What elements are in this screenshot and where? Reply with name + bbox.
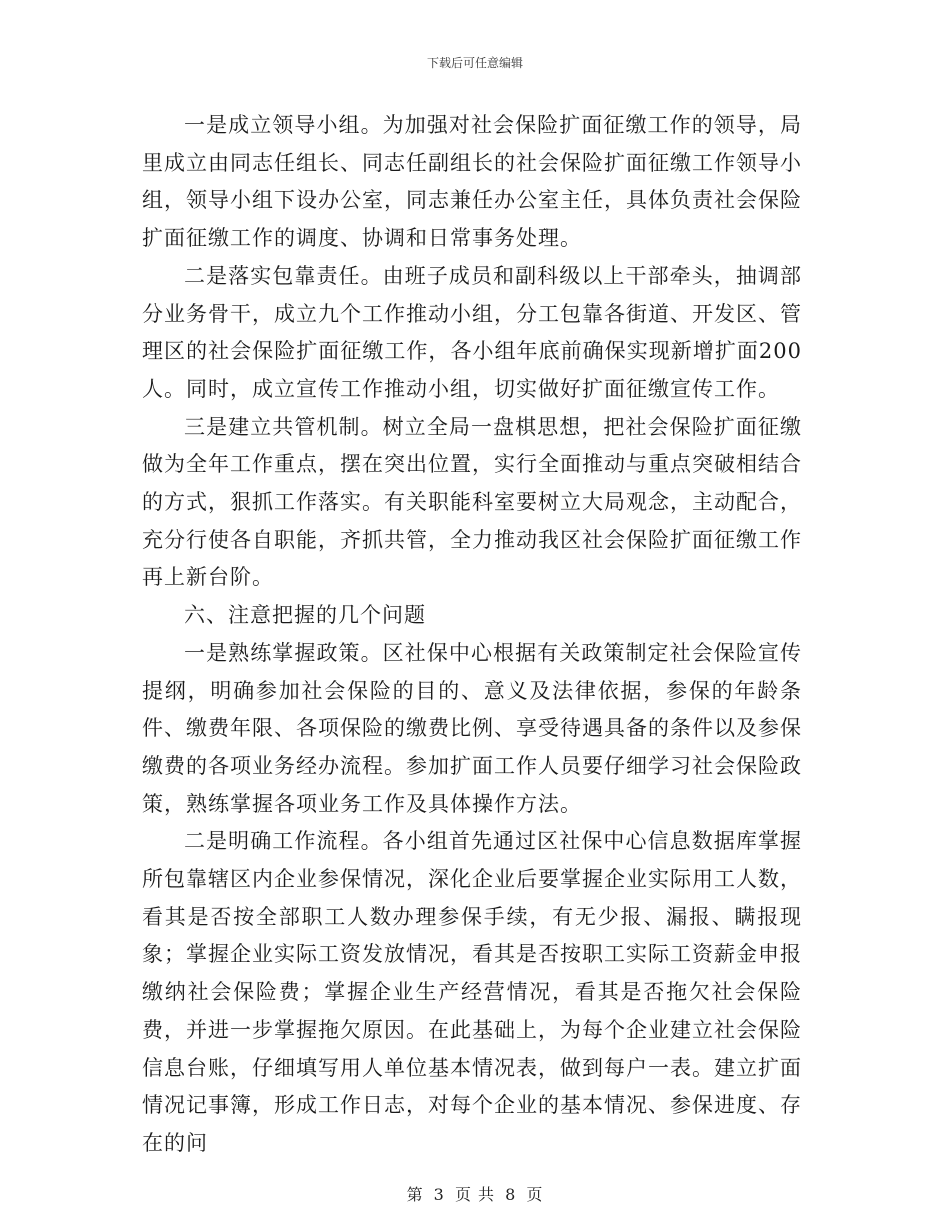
paragraph-master-policy: 一是熟练掌握政策。区社保中心根据有关政策制定社会保险宣传提纲，明确参加社会保险的目的、意义及法律依据，参保的年龄条件、缴费年限、各项保险的缴费比例、享受待遇具备的条件以及参保缴费的各项业务经办流程。参加扩面工作人员要仔细学习社会保险政策，熟练掌握各项业务工作及具体操作方法。 bbox=[142, 640, 802, 816]
section-heading-six: 六、注意把握的几个问题 bbox=[184, 603, 426, 628]
document-body bbox=[142, 107, 802, 1163]
paragraph-leadership-group: 一是成立领导小组。为加强对社会保险扩面征缴工作的领导，局里成立由同志任组长、同志任副组长的社会保险扩面征缴工作领导小组，领导小组下设办公室，同志兼任办公室主任，具体负责社会保险扩面征缴工作的调度、协调和日常事务处理。 bbox=[142, 113, 802, 251]
footer-total-pages: 8 bbox=[505, 1185, 517, 1204]
footer-suffix: 页 bbox=[526, 1185, 544, 1204]
page-header-note: 下载后可任意编辑 bbox=[426, 56, 523, 70]
footer-current-page: 3 bbox=[433, 1185, 445, 1204]
footer-prefix: 第 bbox=[406, 1185, 424, 1204]
paragraph-work-process: 二是明确工作流程。各小组首先通过区社保中心信息数据库掌握所包靠辖区内企业参保情况，深化企业后要掌握企业实际用工人数，看其是否按全部职工人数办理参保手续，有无少报、漏报、瞒报现象；掌握企业实际工资发放情况，看其是否按职工实际工资薪金申报缴纳社会保险费；掌握企业生产经营情况，看其是否拖欠社会保险费，并进一步掌握拖欠原因。在此基础上，为每个企业建立社会保险信息台账，仔细填写用人单位基本情况表，做到每户一表。建立扩面情况记事簿，形成工作日志，对每个企业的基本情况、参保进度、存在的问 bbox=[142, 829, 802, 1155]
footer-middle: 页 共 bbox=[454, 1185, 496, 1204]
paragraph-co-management: 三是建立共管机制。树立全局一盘棋思想，把社会保险扩面征缴做为全年工作重点，摆在突出位置，实行全面推动与重点突破相结合的方式，狠抓工作落实。有关职能科室要树立大局观念，主动配合，充分行使各自职能，齐抓共管，全力推动我区社会保险扩面征缴工作再上新台阶。 bbox=[142, 414, 802, 590]
page-number-footer bbox=[0, 1185, 950, 1205]
paragraph-responsibility: 二是落实包靠责任。由班子成员和副科级以上干部牵头，抽调部分业务骨干，成立九个工作推动小组，分工包靠各街道、开发区、管理区的社会保险扩面征缴工作，各小组年底前确保实现新增扩面200人。同时，成立宣传工作推动小组，切实做好扩面征缴宣传工作。 bbox=[142, 263, 802, 401]
